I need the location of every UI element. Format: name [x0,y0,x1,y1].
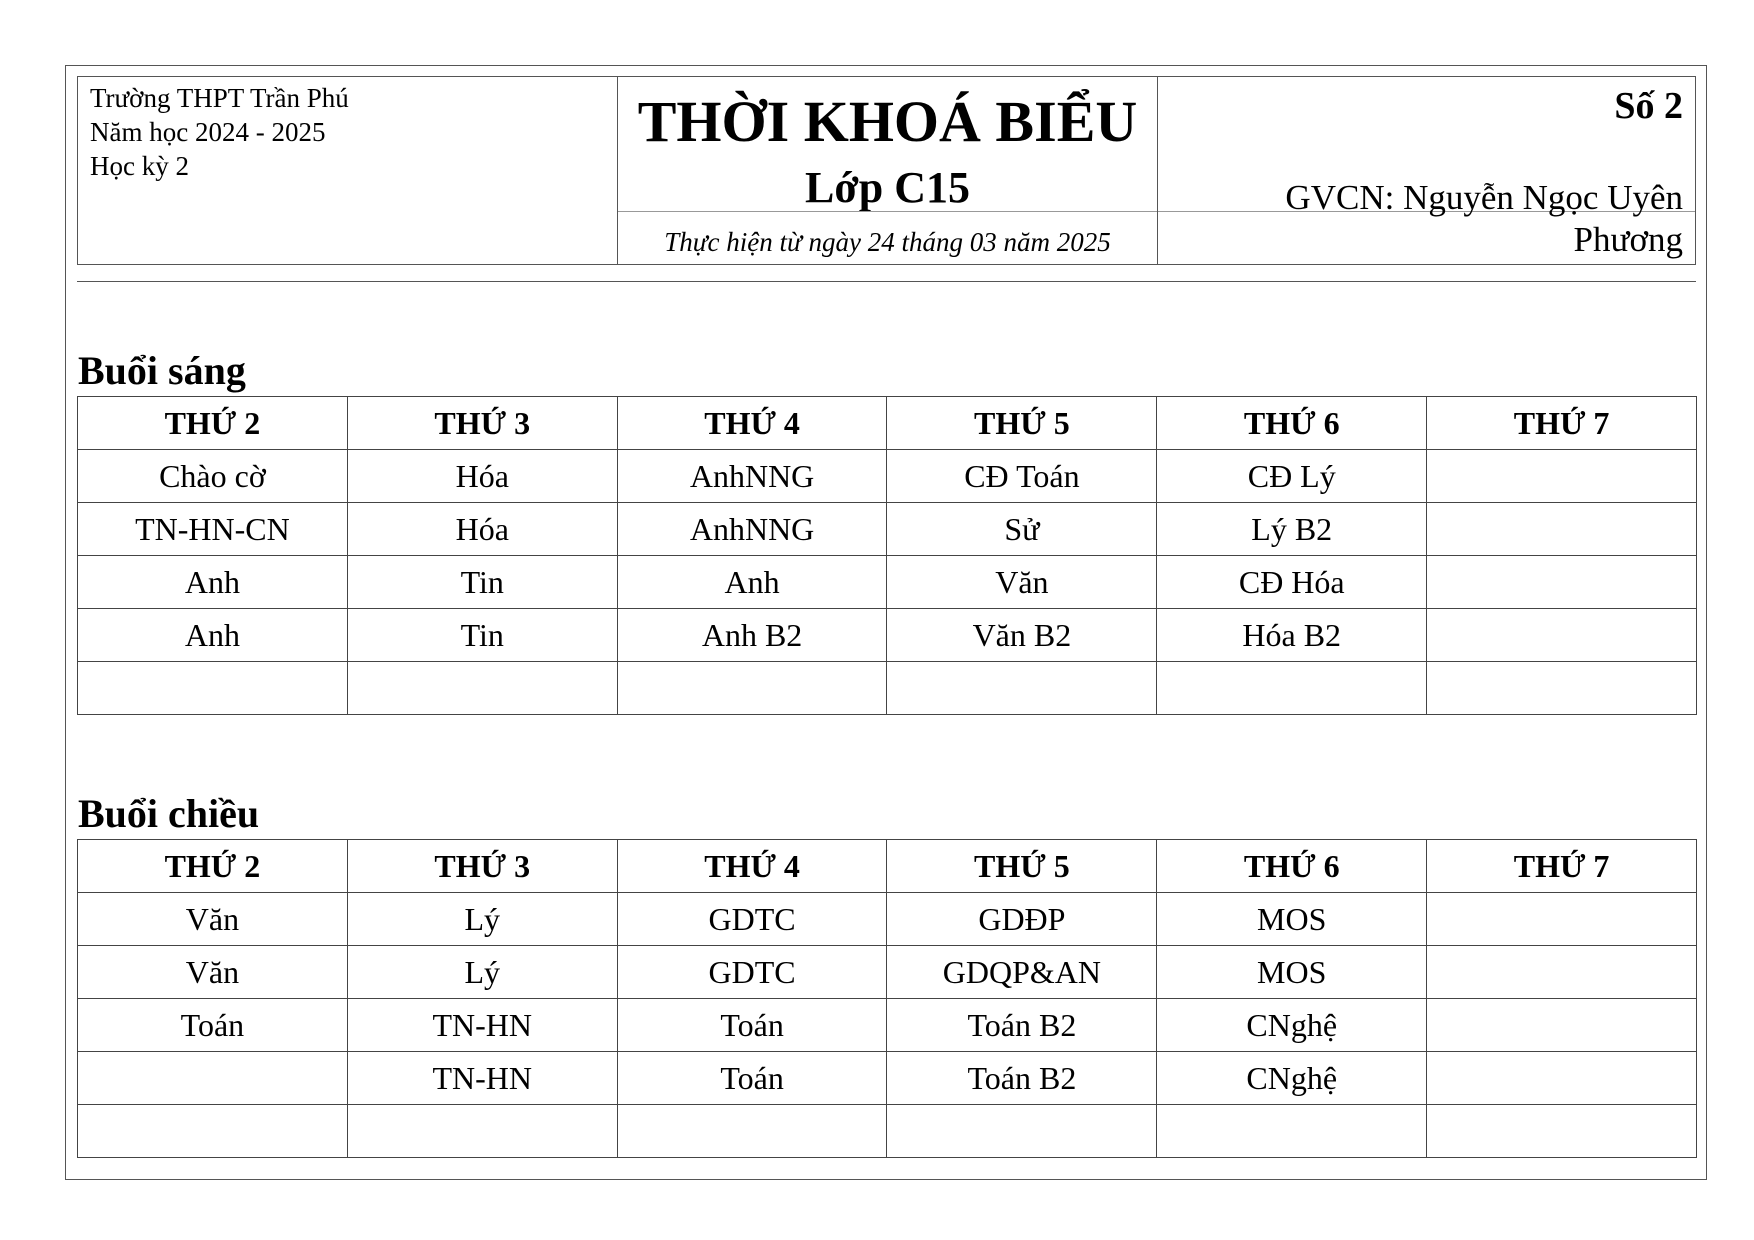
table-cell: Tin [347,556,617,609]
table-cell: Văn B2 [887,609,1157,662]
document-header [77,76,1696,265]
table-row [78,893,1697,946]
table-cell [78,1105,348,1158]
table-cell [1427,946,1697,999]
table-cell: CNghệ [1157,999,1427,1052]
day-header: THỨ 5 [887,397,1157,450]
day-header: THỨ 6 [1157,840,1427,893]
table-cell [1427,662,1697,715]
table-cell: Anh [78,609,348,662]
table-cell [887,662,1157,715]
table-cell [617,662,887,715]
table-cell: Chào cờ [78,450,348,503]
table-cell [1427,503,1697,556]
table-cell [1427,893,1697,946]
table-cell: Lý [347,946,617,999]
day-header: THỨ 3 [347,840,617,893]
table-cell: Hóa [347,503,617,556]
table-cell: Toán [617,1052,887,1105]
table-cell: Toán B2 [887,1052,1157,1105]
table-header-row [78,840,1697,893]
semester: Học kỳ 2 [90,151,189,181]
day-header: THỨ 5 [887,840,1157,893]
table-cell: TN-HN [347,999,617,1052]
table-cell [1427,1105,1697,1158]
table-cell [347,662,617,715]
table-cell: Văn [78,946,348,999]
day-header: THỨ 7 [1427,397,1697,450]
table-row [78,450,1697,503]
table-cell [1427,556,1697,609]
effective-date: Thực hiện từ ngày 24 tháng 03 năm 2025 [664,227,1111,257]
table-cell: Hóa B2 [1157,609,1427,662]
header-rule [77,281,1696,282]
table-cell [1427,1052,1697,1105]
table-cell: GDQP&AN [887,946,1157,999]
table-cell [1157,1105,1427,1158]
table-cell: Văn [887,556,1157,609]
table-cell: Hóa [347,450,617,503]
table-cell: Lý B2 [1157,503,1427,556]
class-name: Lớp C15 [805,163,970,212]
table-cell: TN-HN [347,1052,617,1105]
table-cell: Toán [617,999,887,1052]
afternoon-timetable [77,839,1697,1158]
table-cell: AnhNNG [617,503,887,556]
homeroom-teacher: GVCN: Nguyễn Ngọc Uyên Phương [1285,178,1683,259]
table-cell: Anh [78,556,348,609]
table-row [78,1105,1697,1158]
school-info [78,77,618,264]
table-row [78,662,1697,715]
title-block [618,77,1158,264]
table-cell: GDTC [617,893,887,946]
afternoon-title: Buổi chiều [78,791,260,836]
day-header: THỨ 6 [1157,397,1427,450]
day-header: THỨ 2 [78,840,348,893]
table-cell: MOS [1157,946,1427,999]
table-row [78,946,1697,999]
table-cell: Lý [347,893,617,946]
table-cell: CNghệ [1157,1052,1427,1105]
table-cell [887,1105,1157,1158]
table-cell: Sử [887,503,1157,556]
day-header: THỨ 4 [617,840,887,893]
table-cell: Anh [617,556,887,609]
title-divider [618,211,1157,212]
table-cell: CĐ Toán [887,450,1157,503]
day-header: THỨ 4 [617,397,887,450]
table-cell: CĐ Lý [1157,450,1427,503]
table-row [78,503,1697,556]
table-cell: CĐ Hóa [1157,556,1427,609]
day-header: THỨ 3 [347,397,617,450]
table-cell [78,1052,348,1105]
table-cell [1427,450,1697,503]
table-cell: MOS [1157,893,1427,946]
document-number: Số 2 [1614,85,1683,127]
page-title: THỜI KHOÁ BIỂU [637,89,1138,154]
table-cell [1157,662,1427,715]
table-cell: Toán B2 [887,999,1157,1052]
table-cell [1427,609,1697,662]
table-cell: Văn [78,893,348,946]
table-cell: Anh B2 [617,609,887,662]
table-cell [78,662,348,715]
table-cell [347,1105,617,1158]
table-row [78,999,1697,1052]
morning-timetable [77,396,1697,715]
table-cell: TN-HN-CN [78,503,348,556]
table-header-row [78,397,1697,450]
table-cell: GDĐP [887,893,1157,946]
table-row [78,556,1697,609]
morning-title: Buổi sáng [78,348,246,393]
school-year: Năm học 2024 - 2025 [90,117,326,147]
day-header: THỨ 7 [1427,840,1697,893]
table-cell: GDTC [617,946,887,999]
day-header: THỨ 2 [78,397,348,450]
document-meta [1158,77,1695,264]
school-name: Trường THPT Trần Phú [90,83,349,113]
table-cell: Toán [78,999,348,1052]
table-row [78,1052,1697,1105]
table-cell: Tin [347,609,617,662]
table-row [78,609,1697,662]
table-cell [1427,999,1697,1052]
table-cell [617,1105,887,1158]
table-cell: AnhNNG [617,450,887,503]
